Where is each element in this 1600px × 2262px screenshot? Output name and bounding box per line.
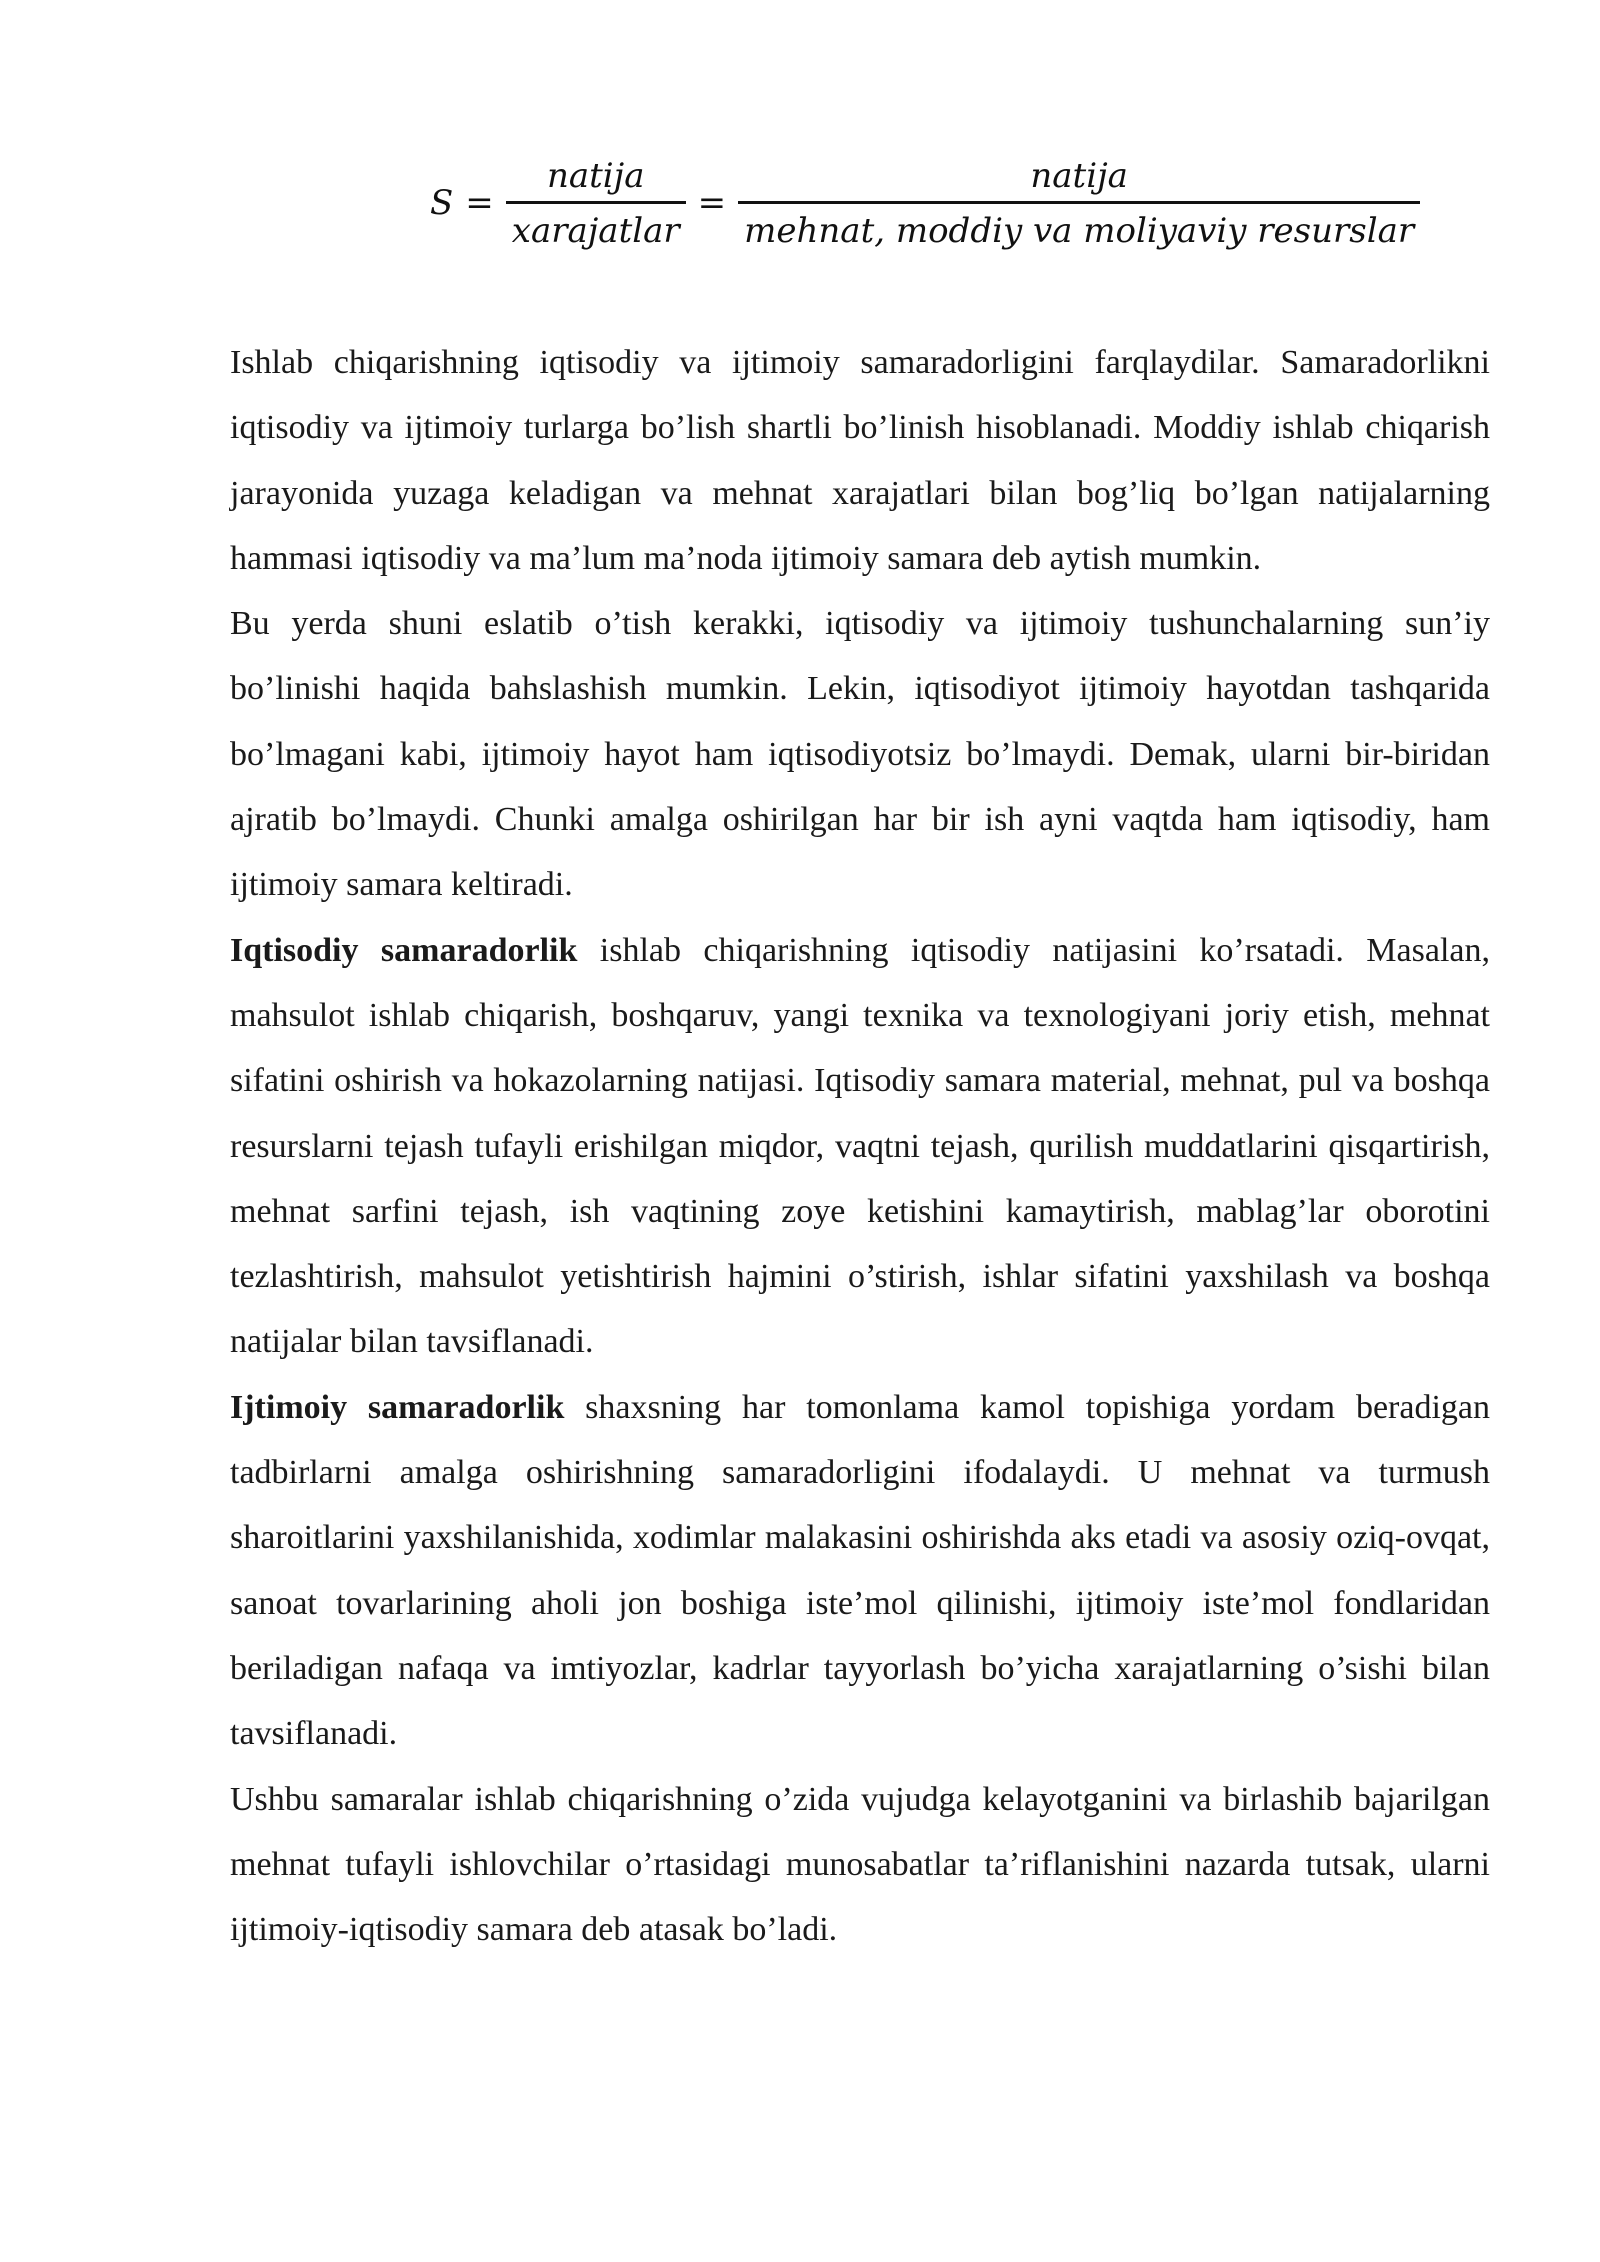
paragraph-1 <box>230 330 1490 591</box>
paragraph-4-text: shaxsning har tomonlama kamol topishiga yordam beradigan tadbirlarni amalga oshirishning samaradorligini ifodalaydi. U mehnat va turmush sharoitlarini yaxshilanishida, xodimlar malakasini oshirishda aks etadi va asosiy oziq-ovqat, sanoat tovarlarining aholi jon boshiga iste’mol qilinishi, ijtimoiy iste’mol fondlaridan beriladigan nafaqa va imtiyozlar, kadrlar tayyorlash bo’yicha xarajatlarning o’sishi bilan tavsiflanadi. <box>230 1388 1490 1753</box>
formula-fraction-2 <box>738 155 1420 251</box>
fraction-1-numerator: natija <box>546 155 645 196</box>
term-ijtimoiy-samaradorlik: Ijtimoiy samaradorlik <box>230 1388 565 1426</box>
formula-lhs: S <box>430 183 454 223</box>
paragraph-1-text: Ishlab chiqarishning iqtisodiy va ijtimoiy samaradorligini farqlaydilar. Samaradorlikni iqtisodiy va ijtimoiy turlarga bo’lish shartli bo’linish hisoblanadi. Moddiy ishlab chiqarish jarayonida yuzaga keladigan va mehnat xarajatlari bilan bog’liq bo’lgan natijalarning hammasi iqtisodiy va ma’lum ma’noda ijtimoiy samara deb aytish mumkin. <box>230 344 1490 577</box>
paragraph-5-text: Ushbu samaralar ishlab chiqarishning o’zida vujudga kelayotganini va birlashib bajarilgan mehnat tufayli ishlovchilar o’rtasidagi munosabatlar ta’riflanishini nazarda tutsak, ularni ijtimoiy-iqtisodiy samara deb atasak bo’ladi. <box>230 1780 1490 1949</box>
document-body <box>230 330 1490 1962</box>
paragraph-3 <box>230 918 1490 1375</box>
fraction-1-denominator: xarajatlar <box>511 210 680 251</box>
paragraph-3-text: ishlab chiqarishning iqtisodiy natijasini ko’rsatadi. Masalan, mahsulot ishlab chiqarish, boshqaruv, yangi texnika va texnologiyani joriy etish, mehnat sifatini oshirish va hokazolarning natijasi. Iqtisodiy samara material, mehnat, pul va boshqa resurslarni tejash tufayli erishilgan miqdor, vaqtni tejash, qurilish muddatlarini qisqartirish, mehnat sarfini tejash, ish vaqtining zoye ketishini kamaytirish, mablag’lar oborotini tezlashtirish, mahsulot yetishtirish hajmini o’stirish, ishlar sifatini yaxshilash va boshqa natijalar bilan tavsiflanadi. <box>230 931 1490 1361</box>
paragraph-2 <box>230 591 1490 917</box>
formula-fraction-1 <box>506 155 686 251</box>
fraction-2-numerator: natija <box>1030 155 1128 196</box>
efficiency-formula <box>430 148 1420 258</box>
fraction-2-denominator: mehnat, moddiy va moliyaviy resurslar <box>744 210 1415 251</box>
formula-equals-sign-2: = <box>697 183 727 223</box>
paragraph-5 <box>230 1767 1490 1963</box>
term-iqtisodiy-samaradorlik: Iqtisodiy samaradorlik <box>230 931 578 969</box>
paragraph-2-text: Bu yerda shuni eslatib o’tish kerakki, iqtisodiy va ijtimoiy tushunchalarning sun’iy bo’linishi haqida bahslashish mumkin. Lekin, iqtisodiyot ijtimoiy hayotdan tashqarida bo’lmagani kabi, ijtimoiy hayot ham iqtisodiyotsiz bo’lmaydi. Demak, ularni bir-biridan ajratib bo’lmaydi. Chunki amalga oshirilgan har bir ish ayni vaqtda ham iqtisodiy, ham ijtimoiy samara keltiradi. <box>230 605 1490 904</box>
paragraph-4 <box>230 1375 1490 1767</box>
formula-equals-sign: = <box>465 183 494 223</box>
